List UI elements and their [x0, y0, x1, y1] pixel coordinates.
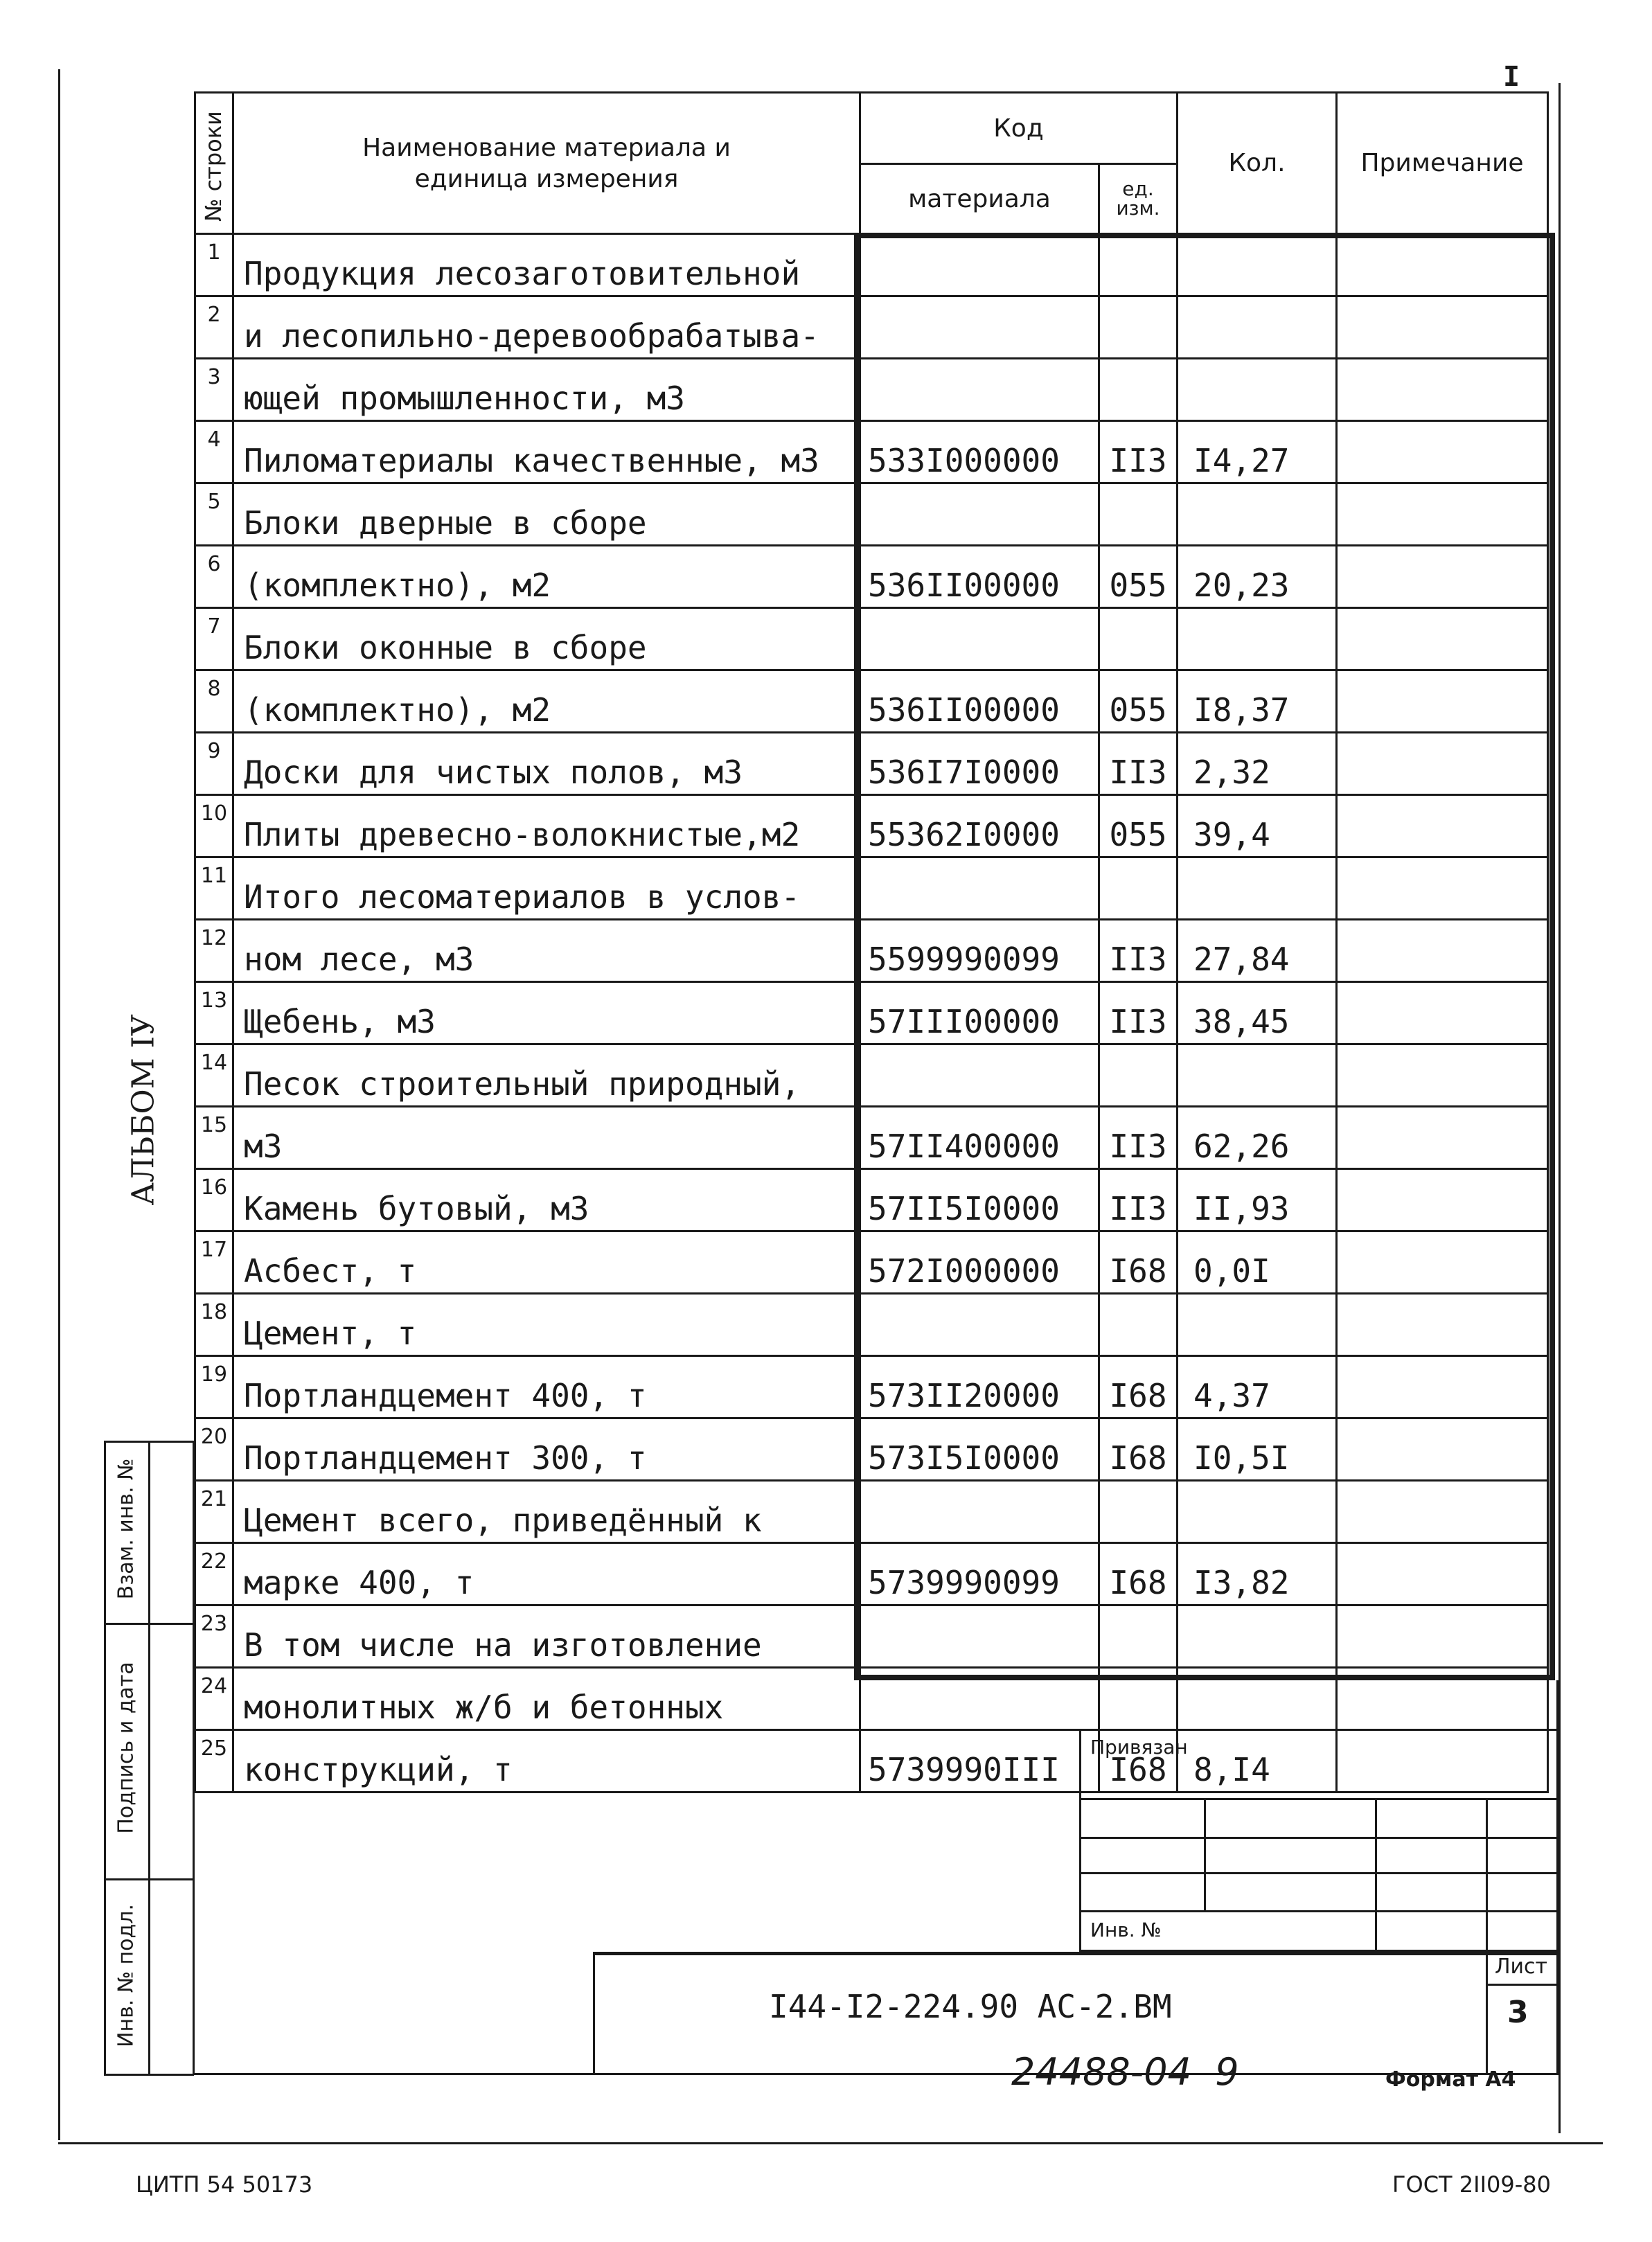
privyazan-vline-1 — [1204, 1798, 1206, 1910]
header-row-no: № строки — [200, 111, 227, 222]
header-qty: Кол. — [1178, 93, 1337, 234]
header-note: Примечание — [1337, 93, 1548, 234]
material-code: 57II5I0000 — [860, 1169, 1099, 1231]
note-cell — [1337, 1543, 1548, 1605]
row-number: 3 — [195, 359, 233, 421]
note-cell — [1337, 1231, 1548, 1294]
quantity — [1178, 483, 1337, 546]
side-inv-podl: Инв. № подл. — [114, 1904, 139, 2047]
material-name: ном лесе, м3 — [233, 920, 860, 982]
material-name: конструкций, т — [233, 1730, 860, 1792]
unit-code: 055 — [1099, 546, 1178, 608]
quantity: 2,32 — [1178, 733, 1337, 795]
list-label: Лист — [1495, 1955, 1548, 1979]
side-podpis-data: Подпись и дата — [114, 1662, 139, 1834]
material-name: Песок строительный природный, — [233, 1044, 860, 1107]
note-cell — [1337, 1356, 1548, 1418]
row-number: 10 — [195, 795, 233, 857]
side-line-1 — [104, 1441, 194, 1443]
note-cell — [1337, 359, 1548, 421]
material-name: (комплектно), м2 — [233, 546, 860, 608]
note-cell — [1337, 608, 1548, 670]
album-label: АЛЬБОМ IУ — [125, 1014, 161, 1206]
table-row — [195, 483, 1548, 546]
row-number: 23 — [195, 1605, 233, 1668]
footer-left-code: ЦИТП 54 50173 — [136, 2171, 313, 2198]
table-row — [195, 982, 1548, 1044]
table-row — [195, 1418, 1548, 1481]
row-number: 19 — [195, 1356, 233, 1418]
row-number: 15 — [195, 1107, 233, 1169]
table-row — [195, 1107, 1548, 1169]
material-code: 533I000000 — [860, 421, 1099, 483]
unit-code: II3 — [1099, 421, 1178, 483]
quantity — [1178, 296, 1337, 359]
unit-code — [1099, 857, 1178, 920]
quantity: 0,0I — [1178, 1231, 1337, 1294]
material-name: Продукция лесозаготовительной — [233, 234, 860, 296]
table-row — [195, 670, 1548, 733]
table-row — [195, 359, 1548, 421]
row-number: 16 — [195, 1169, 233, 1231]
material-code — [860, 1605, 1099, 1668]
material-name: Пиломатериалы качественные, м3 — [233, 421, 860, 483]
material-code — [860, 857, 1099, 920]
table-row — [195, 1294, 1548, 1356]
header-row-no-cell — [195, 93, 233, 234]
privyazan-vline-3 — [1486, 1798, 1488, 1952]
header-code-material: материала — [860, 164, 1099, 234]
materials-table — [194, 91, 1549, 1793]
row-number: 2 — [195, 296, 233, 359]
table-row — [195, 1169, 1548, 1231]
unit-code: I68 — [1099, 1356, 1178, 1418]
privyazan-vline-2 — [1375, 1798, 1377, 1952]
side-line-2 — [104, 1623, 194, 1625]
note-cell — [1337, 421, 1548, 483]
table-row — [195, 1231, 1548, 1294]
unit-code — [1099, 608, 1178, 670]
format-label: Формат А4 — [1385, 2067, 1516, 2092]
note-cell — [1337, 733, 1548, 795]
quantity — [1178, 857, 1337, 920]
material-code: 572I000000 — [860, 1231, 1099, 1294]
row-number: 9 — [195, 733, 233, 795]
table-row — [195, 546, 1548, 608]
material-name: Асбест, т — [233, 1231, 860, 1294]
note-cell — [1337, 1605, 1548, 1668]
table-row — [195, 857, 1548, 920]
table-row — [195, 733, 1548, 795]
material-name: В том числе на изготовление — [233, 1605, 860, 1668]
material-name: Портландцемент 400, т — [233, 1356, 860, 1418]
frame-right-line — [1558, 83, 1561, 2133]
table-row — [195, 234, 1548, 296]
material-name: м3 — [233, 1107, 860, 1169]
header-code-unit: ед. изм. — [1099, 164, 1178, 234]
side-line-3 — [104, 1878, 194, 1880]
unit-code — [1099, 359, 1178, 421]
quantity: 4,37 — [1178, 1356, 1337, 1418]
quantity: I0,5I — [1178, 1418, 1337, 1481]
row-number: 14 — [195, 1044, 233, 1107]
row-number: 4 — [195, 421, 233, 483]
note-cell — [1337, 1107, 1548, 1169]
note-cell — [1337, 296, 1548, 359]
note-cell — [1337, 795, 1548, 857]
table-row — [195, 1543, 1548, 1605]
table-row — [195, 1356, 1548, 1418]
table-row — [195, 795, 1548, 857]
inv-no-label: Инв. № — [1090, 1919, 1162, 1941]
unit-code: II3 — [1099, 733, 1178, 795]
material-code: 573I5I0000 — [860, 1418, 1099, 1481]
material-code — [860, 1044, 1099, 1107]
quantity: II,93 — [1178, 1169, 1337, 1231]
material-code: 57II400000 — [860, 1107, 1099, 1169]
material-name: Щебень, м3 — [233, 982, 860, 1044]
unit-code: I68 — [1099, 1730, 1178, 1792]
quantity — [1178, 234, 1337, 296]
row-number: 11 — [195, 857, 233, 920]
side-strip-mid — [148, 1441, 150, 2074]
material-code: 5739990III — [860, 1730, 1099, 1792]
note-cell — [1337, 1044, 1548, 1107]
unit-code: 055 — [1099, 670, 1178, 733]
material-code: 5739990099 — [860, 1543, 1099, 1605]
note-cell — [1337, 920, 1548, 982]
list-number: 3 — [1507, 1995, 1529, 2030]
table-row — [195, 296, 1548, 359]
quantity: I4,27 — [1178, 421, 1337, 483]
unit-code: II3 — [1099, 920, 1178, 982]
row-number: 6 — [195, 546, 233, 608]
material-code — [860, 608, 1099, 670]
material-name: Доски для чистых полов, м3 — [233, 733, 860, 795]
unit-code — [1099, 1294, 1178, 1356]
unit-code: I68 — [1099, 1231, 1178, 1294]
row-number: 20 — [195, 1418, 233, 1481]
frame-left-line — [58, 69, 60, 2140]
material-code — [860, 296, 1099, 359]
quantity — [1178, 1605, 1337, 1668]
material-name: Блоки дверные в сборе — [233, 483, 860, 546]
side-line-4 — [104, 2074, 194, 2076]
note-cell — [1337, 483, 1548, 546]
material-name: Блоки оконные в сборе — [233, 608, 860, 670]
unit-code — [1099, 1605, 1178, 1668]
table-row — [195, 1481, 1548, 1543]
material-name: и лесопильно-деревообрабатыва- — [233, 296, 860, 359]
table-row — [195, 1605, 1548, 1668]
row-number: 12 — [195, 920, 233, 982]
quantity: 38,45 — [1178, 982, 1337, 1044]
material-name: Цемент всего, приведённый к — [233, 1481, 860, 1543]
frame-bottom-line — [58, 2142, 1603, 2144]
note-cell — [1337, 234, 1548, 296]
row-number: 8 — [195, 670, 233, 733]
row-number: 1 — [195, 234, 233, 296]
note-cell — [1337, 1481, 1548, 1543]
material-code — [860, 1481, 1099, 1543]
quantity: 8,I4 — [1178, 1730, 1337, 1792]
quantity — [1178, 359, 1337, 421]
unit-code — [1099, 483, 1178, 546]
unit-code: II3 — [1099, 1107, 1178, 1169]
table-row — [195, 421, 1548, 483]
row-number: 17 — [195, 1231, 233, 1294]
material-code: 536II00000 — [860, 670, 1099, 733]
row-number: 5 — [195, 483, 233, 546]
quantity: 62,26 — [1178, 1107, 1337, 1169]
material-name: ющей промышленности, м3 — [233, 359, 860, 421]
quantity — [1178, 1481, 1337, 1543]
quantity: 27,84 — [1178, 920, 1337, 982]
unit-code: II3 — [1099, 982, 1178, 1044]
quantity — [1178, 1044, 1337, 1107]
unit-code — [1099, 296, 1178, 359]
material-code — [860, 1294, 1099, 1356]
quantity: 20,23 — [1178, 546, 1337, 608]
row-number: 21 — [195, 1481, 233, 1543]
material-code: 536I7I0000 — [860, 733, 1099, 795]
material-name: Итого лесоматериалов в услов- — [233, 857, 860, 920]
material-name: Камень бутовый, м3 — [233, 1169, 860, 1231]
privyazan-label: Привязан — [1090, 1736, 1188, 1759]
row-number: 7 — [195, 608, 233, 670]
material-name: (комплектно), м2 — [233, 670, 860, 733]
material-code: 536II00000 — [860, 546, 1099, 608]
table-row — [195, 1044, 1548, 1107]
quantity: I3,82 — [1178, 1543, 1337, 1605]
quantity: I8,37 — [1178, 670, 1337, 733]
quantity: 39,4 — [1178, 795, 1337, 857]
unit-code: I68 — [1099, 1418, 1178, 1481]
side-strip-left — [104, 1441, 106, 2074]
unit-code: I68 — [1099, 1543, 1178, 1605]
footer-right-gost: ГОСТ 2II09-80 — [1392, 2171, 1551, 2198]
row-number: 18 — [195, 1294, 233, 1356]
unit-code — [1099, 1481, 1178, 1543]
material-code: 57III00000 — [860, 982, 1099, 1044]
unit-code: II3 — [1099, 1169, 1178, 1231]
row-number: 22 — [195, 1543, 233, 1605]
stamp-list-line — [1486, 1984, 1558, 1986]
note-cell — [1337, 1294, 1548, 1356]
material-name: Портландцемент 300, т — [233, 1418, 860, 1481]
note-cell — [1337, 1169, 1548, 1231]
note-cell — [1337, 857, 1548, 920]
unit-code — [1099, 234, 1178, 296]
material-name: монолитных ж/б и бетонных — [233, 1668, 860, 1730]
material-code: 55362I0000 — [860, 795, 1099, 857]
note-cell — [1337, 982, 1548, 1044]
note-cell — [1337, 1418, 1548, 1481]
header-code: Код — [860, 93, 1178, 164]
unit-code: 055 — [1099, 795, 1178, 857]
table-row — [195, 920, 1548, 982]
row-number: 24 — [195, 1668, 233, 1730]
material-code: 5599990099 — [860, 920, 1099, 982]
stamp-list-divider — [1486, 1952, 1488, 2075]
material-name: марке 400, т — [233, 1543, 860, 1605]
row-number: 25 — [195, 1730, 233, 1792]
doc-code: I44-I2-224.90 АС-2.ВМ — [769, 1988, 1172, 2025]
quantity — [1178, 608, 1337, 670]
header-name: Наименование материала и единица измерения — [233, 93, 860, 234]
side-vzam-inv: Взам. инв. № — [114, 1458, 139, 1600]
note-cell — [1337, 546, 1548, 608]
note-cell — [1337, 670, 1548, 733]
quantity — [1178, 1294, 1337, 1356]
material-code — [860, 359, 1099, 421]
table-row — [195, 608, 1548, 670]
material-code — [860, 483, 1099, 546]
top-mark: I — [1503, 61, 1520, 93]
handwritten-note: 24488-04 9 — [1011, 2050, 1239, 2094]
material-name: Цемент, т — [233, 1294, 860, 1356]
row-number: 13 — [195, 982, 233, 1044]
unit-code — [1099, 1044, 1178, 1107]
material-code — [860, 234, 1099, 296]
material-code: 573II20000 — [860, 1356, 1099, 1418]
material-name: Плиты древесно-волокнистые,м2 — [233, 795, 860, 857]
